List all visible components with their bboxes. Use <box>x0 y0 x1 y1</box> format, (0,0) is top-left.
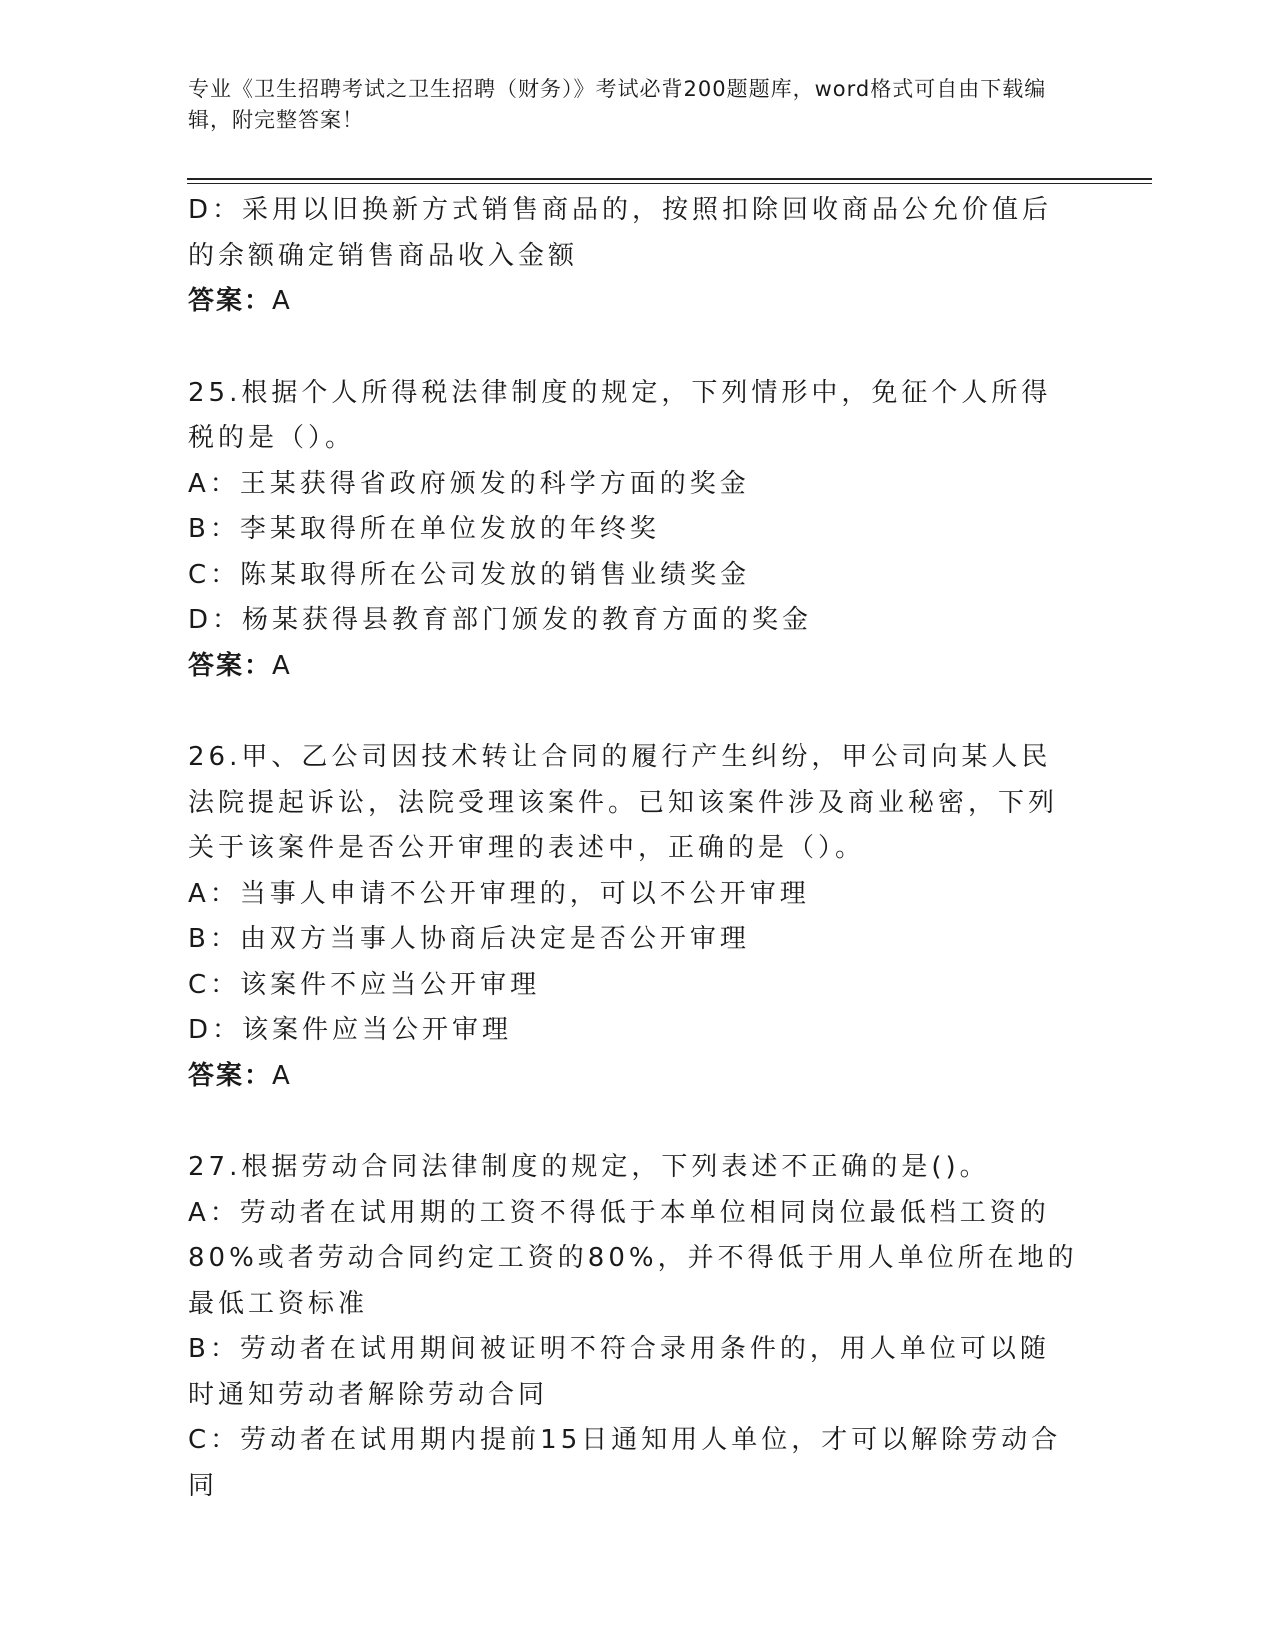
answer-line <box>188 644 1078 690</box>
option-c: C：劳动者在试用期内提前15日通知用人单位，才可以解除劳动合同 <box>188 1425 1062 1501</box>
option-d: D：该案件应当公开审理 <box>188 1015 513 1045</box>
spacer <box>188 1099 1078 1145</box>
option-c: C：陈某取得所在公司发放的销售业绩奖金 <box>188 559 751 590</box>
answer-line <box>188 1054 1078 1100</box>
option-d: D：采用以旧换新方式销售商品的，按照扣除回收商品公允价值后的余额确定销售商品收入金额 <box>188 195 1053 271</box>
answer-label: 答案： <box>188 1060 273 1091</box>
question-stem: 27.根据劳动合同法律制度的规定，下列表述不正确的是()。 <box>188 1152 990 1182</box>
spacer <box>188 325 1078 371</box>
question-stem: 25.根据个人所得税法律制度的规定，下列情形中，免征个人所得税的是（）。 <box>188 377 1052 453</box>
header-rule-thin <box>187 183 1152 184</box>
spacer <box>188 689 1078 735</box>
option-a: A：劳动者在试用期的工资不得低于本单位相同岗位最低档工资的80%或者劳动合同约定工资的80%，并不得低于用人单位所在地的最低工资标准 <box>188 1197 1078 1319</box>
option-b: B：由双方当事人协商后决定是否公开审理 <box>188 924 750 954</box>
question-stem: 26.甲、乙公司因技术转让合同的履行产生纠纷，甲公司向某人民法院提起诉讼，法院受理该案件。已知该案件涉及商业秘密，下列关于该案件是否公开审理的表述中，正确的是（）。 <box>188 742 1059 863</box>
option-c: C：该案件不应当公开审理 <box>188 969 541 1000</box>
question-list <box>188 188 1078 1509</box>
answer-label: 答案： <box>188 286 273 316</box>
option-d: D：杨某获得县教育部门颁发的教育方面的奖金 <box>188 605 813 635</box>
option-b: B：李某取得所在单位发放的年终奖 <box>188 514 660 544</box>
document-header: 专业《卫生招聘考试之卫生招聘（财务）》考试必背200题题库，word格式可自由下载编辑，附完整答案！ <box>188 77 1047 132</box>
answer-value: A <box>272 1060 292 1091</box>
question-26 <box>188 735 1078 1099</box>
option-a: A：王某获得省政府颁发的科学方面的奖金 <box>188 468 750 499</box>
question-27 <box>188 1145 1078 1509</box>
question-25 <box>188 371 1078 690</box>
answer-value: A <box>272 650 292 681</box>
answer-value: A <box>272 286 292 316</box>
option-b: B：劳动者在试用期间被证明不符合录用条件的，用人单位可以随时通知劳动者解除劳动合同 <box>188 1334 1050 1410</box>
question-24-continued <box>188 188 1078 325</box>
option-a: A：当事人申请不公开审理的，可以不公开审理 <box>188 878 810 909</box>
header-rule-thick <box>187 178 1152 180</box>
answer-label: 答案： <box>188 650 273 681</box>
answer-line <box>188 279 1078 325</box>
